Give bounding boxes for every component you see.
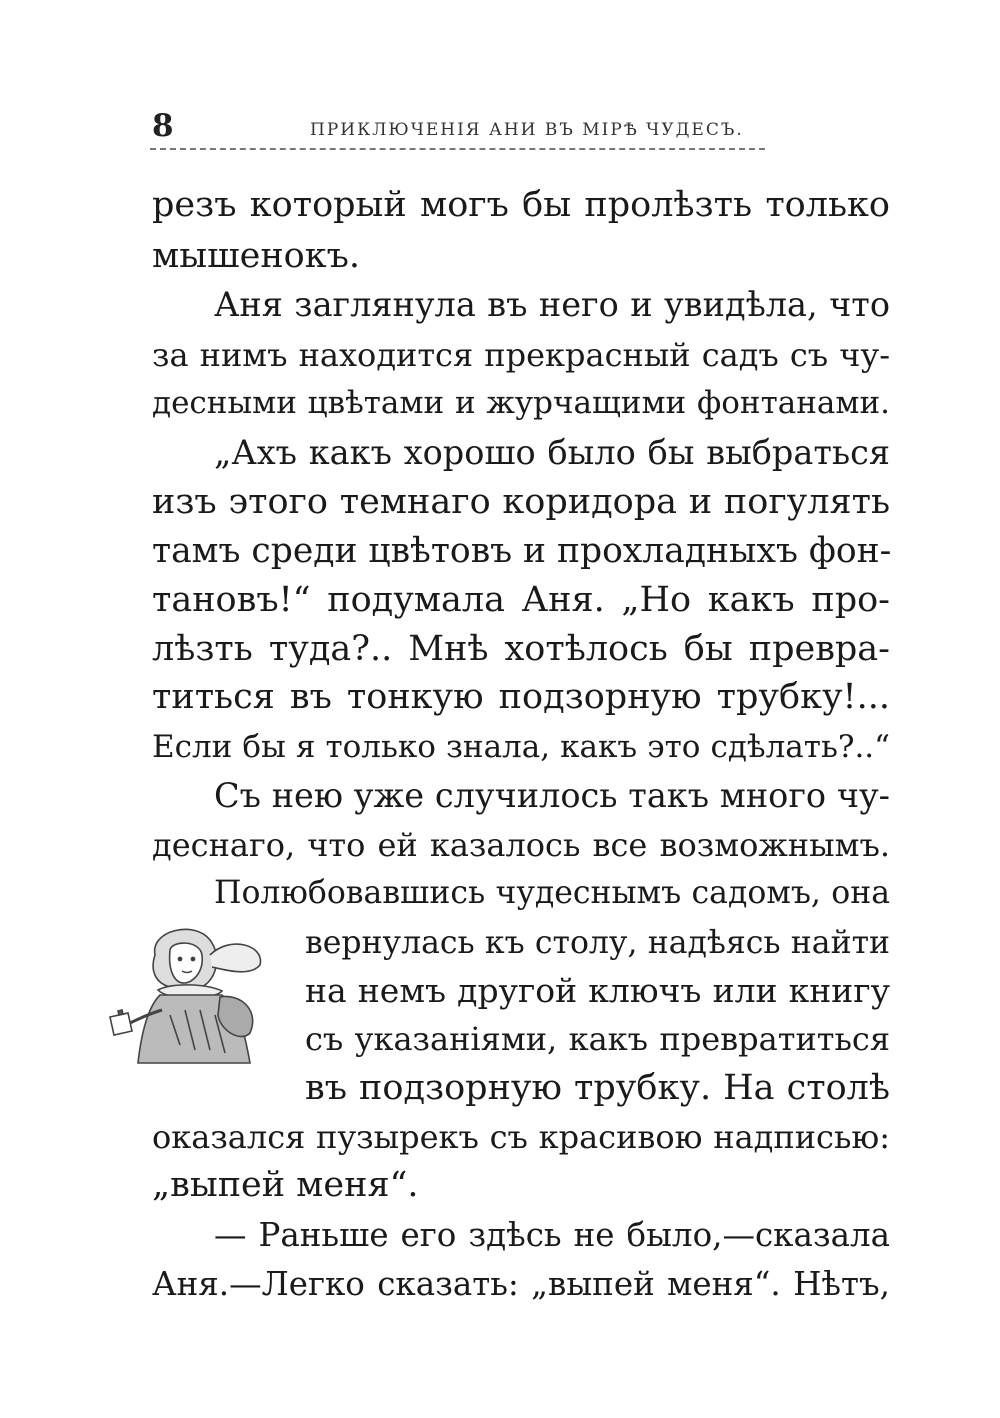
text-line: Если бы я только знала, какъ это сдѣлать?..“ <box>152 729 890 765</box>
text-line: оказался пузырекъ съ красивою надписью: <box>152 1118 890 1156</box>
text-line: Съ нею уже случилось такъ много чу- <box>214 776 890 815</box>
running-title: ПРИКЛЮЧЕНІЯ АНИ ВЪ МІРѢ ЧУДЕСЪ. <box>310 120 744 140</box>
text-line: Полюбовавшись чудеснымъ садомъ, она <box>214 875 890 911</box>
text-line: мышенокъ. <box>152 236 361 276</box>
text-line: вернулась къ столу, надѣясь найти <box>305 925 890 961</box>
text-line: Аня.—Легко сказать: „выпей меня“. Нѣтъ, <box>152 1265 890 1303</box>
text-line: съ указаніями, какъ превратиться <box>305 1020 890 1058</box>
text-line: изъ этого темнаго коридора и погулять <box>152 482 890 522</box>
text-line: деснаго, что ей казалось все возможнымъ. <box>152 826 890 864</box>
text-line: „выпей меня“. <box>152 1165 419 1205</box>
text-line: титься въ тонкую подзорную трубку!... <box>152 677 890 717</box>
text-line: на немъ другой ключъ или книгу <box>305 971 890 1010</box>
text-line: „Ахъ какъ хорошо было бы выбраться <box>214 433 890 472</box>
text-line: за нимъ находится прекрасный садъ съ чу- <box>152 336 890 374</box>
page-number: 8 <box>152 108 174 144</box>
text-line: тамъ среди цвѣтовъ и прохладныхъ фон- <box>152 531 892 571</box>
text-line: тановъ!“ подумала Аня. „Но какъ про- <box>152 580 890 620</box>
girl-with-bottle-illustration-icon <box>100 915 270 1065</box>
text-line: резъ который могъ бы пролѣзть только <box>152 185 890 225</box>
text-line: лѣзть туда?.. Мнѣ хотѣлось бы превра- <box>152 629 890 669</box>
text-line: — Раньше его здѣсь не было,—сказала <box>214 1216 890 1254</box>
text-line: Аня заглянула въ него и увидѣла, что <box>214 285 890 324</box>
text-line: въ подзорную трубку. На столѣ <box>305 1068 890 1108</box>
header-rule <box>150 148 765 150</box>
page-header <box>150 108 745 144</box>
text-line: десными цвѣтами и журчащими фонтанами. <box>152 385 890 421</box>
